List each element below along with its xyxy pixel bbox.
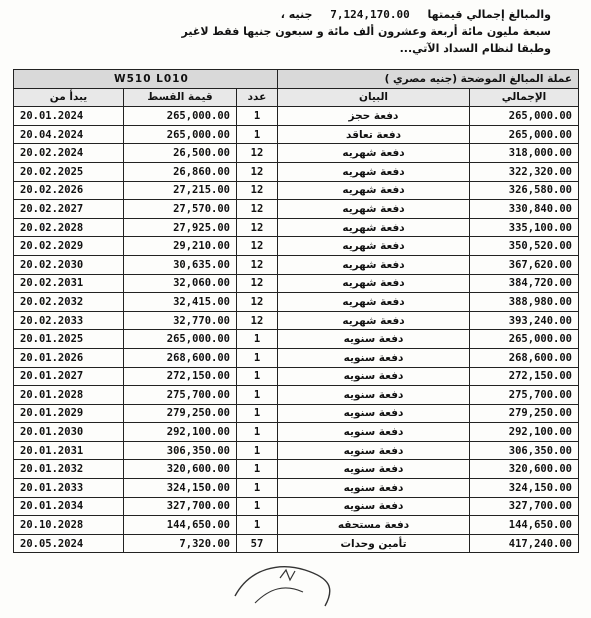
row-description: دفعة شهريه xyxy=(278,237,470,256)
row-count: 1 xyxy=(237,404,278,423)
row-count: 12 xyxy=(237,237,278,256)
row-installment-value: 32,770.00 xyxy=(124,311,237,330)
table-row xyxy=(14,274,579,293)
table-row xyxy=(14,348,579,367)
row-installment-value: 324,150.00 xyxy=(124,479,237,498)
row-description: دفعة تعاقد xyxy=(278,125,470,144)
table-row xyxy=(14,404,579,423)
row-total: 292,100.00 xyxy=(470,423,579,442)
row-total: 367,620.00 xyxy=(470,255,579,274)
row-total: 306,350.00 xyxy=(470,441,579,460)
total-amount-currency: جنيه ، xyxy=(280,8,313,21)
table-row xyxy=(14,479,579,498)
row-count: 12 xyxy=(237,311,278,330)
row-start-date: 20.01.2029 xyxy=(14,404,124,423)
row-start-date: 20.02.2027 xyxy=(14,200,124,219)
table-row xyxy=(14,162,579,181)
row-description: دفعة سنويه xyxy=(278,348,470,367)
row-description: دفعة سنويه xyxy=(278,404,470,423)
row-start-date: 20.01.2025 xyxy=(14,330,124,349)
row-start-date: 20.02.2032 xyxy=(14,293,124,312)
header-start-date: يبدأ من xyxy=(14,88,124,107)
row-installment-value: 32,060.00 xyxy=(124,274,237,293)
row-count: 1 xyxy=(237,479,278,498)
row-description: دفعة شهريه xyxy=(278,162,470,181)
row-description: دفعة سنويه xyxy=(278,386,470,405)
schedule-rows xyxy=(14,107,579,553)
row-total: 275,700.00 xyxy=(470,386,579,405)
row-count: 12 xyxy=(237,274,278,293)
row-start-date: 20.01.2024 xyxy=(14,107,124,126)
row-description: دفعة سنويه xyxy=(278,479,470,498)
row-installment-value: 27,215.00 xyxy=(124,181,237,200)
total-amount-line xyxy=(11,6,551,23)
row-total: 326,580.00 xyxy=(470,181,579,200)
table-row xyxy=(14,534,579,553)
row-count: 1 xyxy=(237,348,278,367)
row-total: 272,150.00 xyxy=(470,367,579,386)
currency-note: عملة المبالغ الموضحة (جنيه مصري ) xyxy=(278,70,579,89)
row-description: دفعة شهريه xyxy=(278,293,470,312)
row-count: 12 xyxy=(237,218,278,237)
row-total: 330,840.00 xyxy=(470,200,579,219)
payment-summary xyxy=(11,6,551,57)
row-installment-value: 265,000.00 xyxy=(124,330,237,349)
table-row xyxy=(14,386,579,405)
row-installment-value: 279,250.00 xyxy=(124,404,237,423)
row-start-date: 20.04.2024 xyxy=(14,125,124,144)
table-row xyxy=(14,107,579,126)
row-count: 1 xyxy=(237,386,278,405)
row-start-date: 20.10.2028 xyxy=(14,516,124,535)
row-description: دفعة شهريه xyxy=(278,181,470,200)
row-start-date: 20.02.2031 xyxy=(14,274,124,293)
table-header-row xyxy=(14,88,579,107)
header-description: البيان xyxy=(278,88,470,107)
row-start-date: 20.02.2028 xyxy=(14,218,124,237)
row-count: 1 xyxy=(237,107,278,126)
total-amount-value: 7,124,170.00 xyxy=(330,8,410,21)
row-description: دفعة سنويه xyxy=(278,423,470,442)
row-start-date: 20.01.2032 xyxy=(14,460,124,479)
row-installment-value: 27,925.00 xyxy=(124,218,237,237)
row-description: دفعة مستحقه xyxy=(278,516,470,535)
total-amount-label: والمبالغ إجمالي قيمتها xyxy=(427,8,551,21)
row-installment-value: 268,600.00 xyxy=(124,348,237,367)
row-start-date: 20.02.2033 xyxy=(14,311,124,330)
row-start-date: 20.02.2030 xyxy=(14,255,124,274)
table-row xyxy=(14,516,579,535)
table-row xyxy=(14,200,579,219)
row-count: 1 xyxy=(237,330,278,349)
row-start-date: 20.01.2031 xyxy=(14,441,124,460)
table-row xyxy=(14,441,579,460)
row-start-date: 20.01.2030 xyxy=(14,423,124,442)
row-installment-value: 26,500.00 xyxy=(124,144,237,163)
table-row xyxy=(14,311,579,330)
row-description: دفعة سنويه xyxy=(278,367,470,386)
row-total: 318,000.00 xyxy=(470,144,579,163)
row-total: 388,980.00 xyxy=(470,293,579,312)
row-start-date: 20.01.2033 xyxy=(14,479,124,498)
row-total: 384,720.00 xyxy=(470,274,579,293)
row-installment-value: 26,860.00 xyxy=(124,162,237,181)
row-count: 1 xyxy=(237,423,278,442)
table-row xyxy=(14,144,579,163)
row-count: 12 xyxy=(237,255,278,274)
row-installment-value: 320,600.00 xyxy=(124,460,237,479)
row-count: 57 xyxy=(237,534,278,553)
table-title-band xyxy=(14,70,579,89)
row-count: 12 xyxy=(237,144,278,163)
row-total: 265,000.00 xyxy=(470,125,579,144)
row-installment-value: 29,210.00 xyxy=(124,237,237,256)
row-total: 335,100.00 xyxy=(470,218,579,237)
payment-system-intro: وطبقا لنظام السداد الآتي... xyxy=(399,42,551,55)
row-total: 279,250.00 xyxy=(470,404,579,423)
row-count: 12 xyxy=(237,162,278,181)
row-description: دفعة شهريه xyxy=(278,311,470,330)
row-description: دفعة شهريه xyxy=(278,274,470,293)
row-start-date: 20.02.2029 xyxy=(14,237,124,256)
row-count: 1 xyxy=(237,441,278,460)
row-count: 1 xyxy=(237,497,278,516)
row-start-date: 20.01.2026 xyxy=(14,348,124,367)
row-total: 417,240.00 xyxy=(470,534,579,553)
row-description: دفعة سنويه xyxy=(278,330,470,349)
row-count: 1 xyxy=(237,125,278,144)
table-row xyxy=(14,125,579,144)
row-total: 322,320.00 xyxy=(470,162,579,181)
table-row xyxy=(14,218,579,237)
row-installment-value: 275,700.00 xyxy=(124,386,237,405)
row-installment-value: 272,150.00 xyxy=(124,367,237,386)
signature-stamp xyxy=(225,548,345,618)
table-row xyxy=(14,460,579,479)
row-total: 320,600.00 xyxy=(470,460,579,479)
row-installment-value: 27,570.00 xyxy=(124,200,237,219)
row-description: دفعة شهريه xyxy=(278,200,470,219)
row-installment-value: 32,415.00 xyxy=(124,293,237,312)
row-start-date: 20.02.2024 xyxy=(14,144,124,163)
header-installment-value: قيمة القسط xyxy=(124,88,237,107)
row-installment-value: 7,320.00 xyxy=(124,534,237,553)
row-total: 324,150.00 xyxy=(470,479,579,498)
row-description: دفعة شهريه xyxy=(278,144,470,163)
row-total: 144,650.00 xyxy=(470,516,579,535)
row-count: 12 xyxy=(237,181,278,200)
row-count: 1 xyxy=(237,460,278,479)
row-count: 12 xyxy=(237,293,278,312)
table-row xyxy=(14,181,579,200)
unit-codes: W510 L010 xyxy=(14,70,278,89)
row-description: دفعة سنويه xyxy=(278,441,470,460)
row-installment-value: 30,635.00 xyxy=(124,255,237,274)
table-row xyxy=(14,293,579,312)
row-total: 350,520.00 xyxy=(470,237,579,256)
row-total: 265,000.00 xyxy=(470,330,579,349)
row-count: 1 xyxy=(237,367,278,386)
row-total: 393,240.00 xyxy=(470,311,579,330)
table-row xyxy=(14,330,579,349)
row-start-date: 20.05.2024 xyxy=(14,534,124,553)
installment-schedule-table xyxy=(13,69,579,553)
row-start-date: 20.02.2026 xyxy=(14,181,124,200)
row-total: 327,700.00 xyxy=(470,497,579,516)
row-start-date: 20.01.2028 xyxy=(14,386,124,405)
header-total: الإجمالي xyxy=(470,88,579,107)
row-start-date: 20.02.2025 xyxy=(14,162,124,181)
row-start-date: 20.01.2027 xyxy=(14,367,124,386)
row-count: 12 xyxy=(237,200,278,219)
row-description: دفعة حجز xyxy=(278,107,470,126)
row-installment-value: 327,700.00 xyxy=(124,497,237,516)
row-start-date: 20.01.2034 xyxy=(14,497,124,516)
row-count: 1 xyxy=(237,516,278,535)
row-description: دفعة شهريه xyxy=(278,218,470,237)
amount-in-words: سبعة مليون مائة أربعة وعشرون ألف مائة و سبعون جنيها فقط لاغير xyxy=(181,25,551,38)
row-description: دفعة شهريه xyxy=(278,255,470,274)
row-installment-value: 292,100.00 xyxy=(124,423,237,442)
row-total: 265,000.00 xyxy=(470,107,579,126)
row-total: 268,600.00 xyxy=(470,348,579,367)
row-description: دفعة سنويه xyxy=(278,497,470,516)
table-row xyxy=(14,255,579,274)
table-row xyxy=(14,497,579,516)
row-installment-value: 265,000.00 xyxy=(124,125,237,144)
table-row xyxy=(14,423,579,442)
row-description: دفعة سنويه xyxy=(278,460,470,479)
table-row xyxy=(14,237,579,256)
row-installment-value: 306,350.00 xyxy=(124,441,237,460)
row-installment-value: 265,000.00 xyxy=(124,107,237,126)
table-row xyxy=(14,367,579,386)
header-count: عدد xyxy=(237,88,278,107)
row-description: تأمين وحدات xyxy=(278,534,470,553)
row-installment-value: 144,650.00 xyxy=(124,516,237,535)
